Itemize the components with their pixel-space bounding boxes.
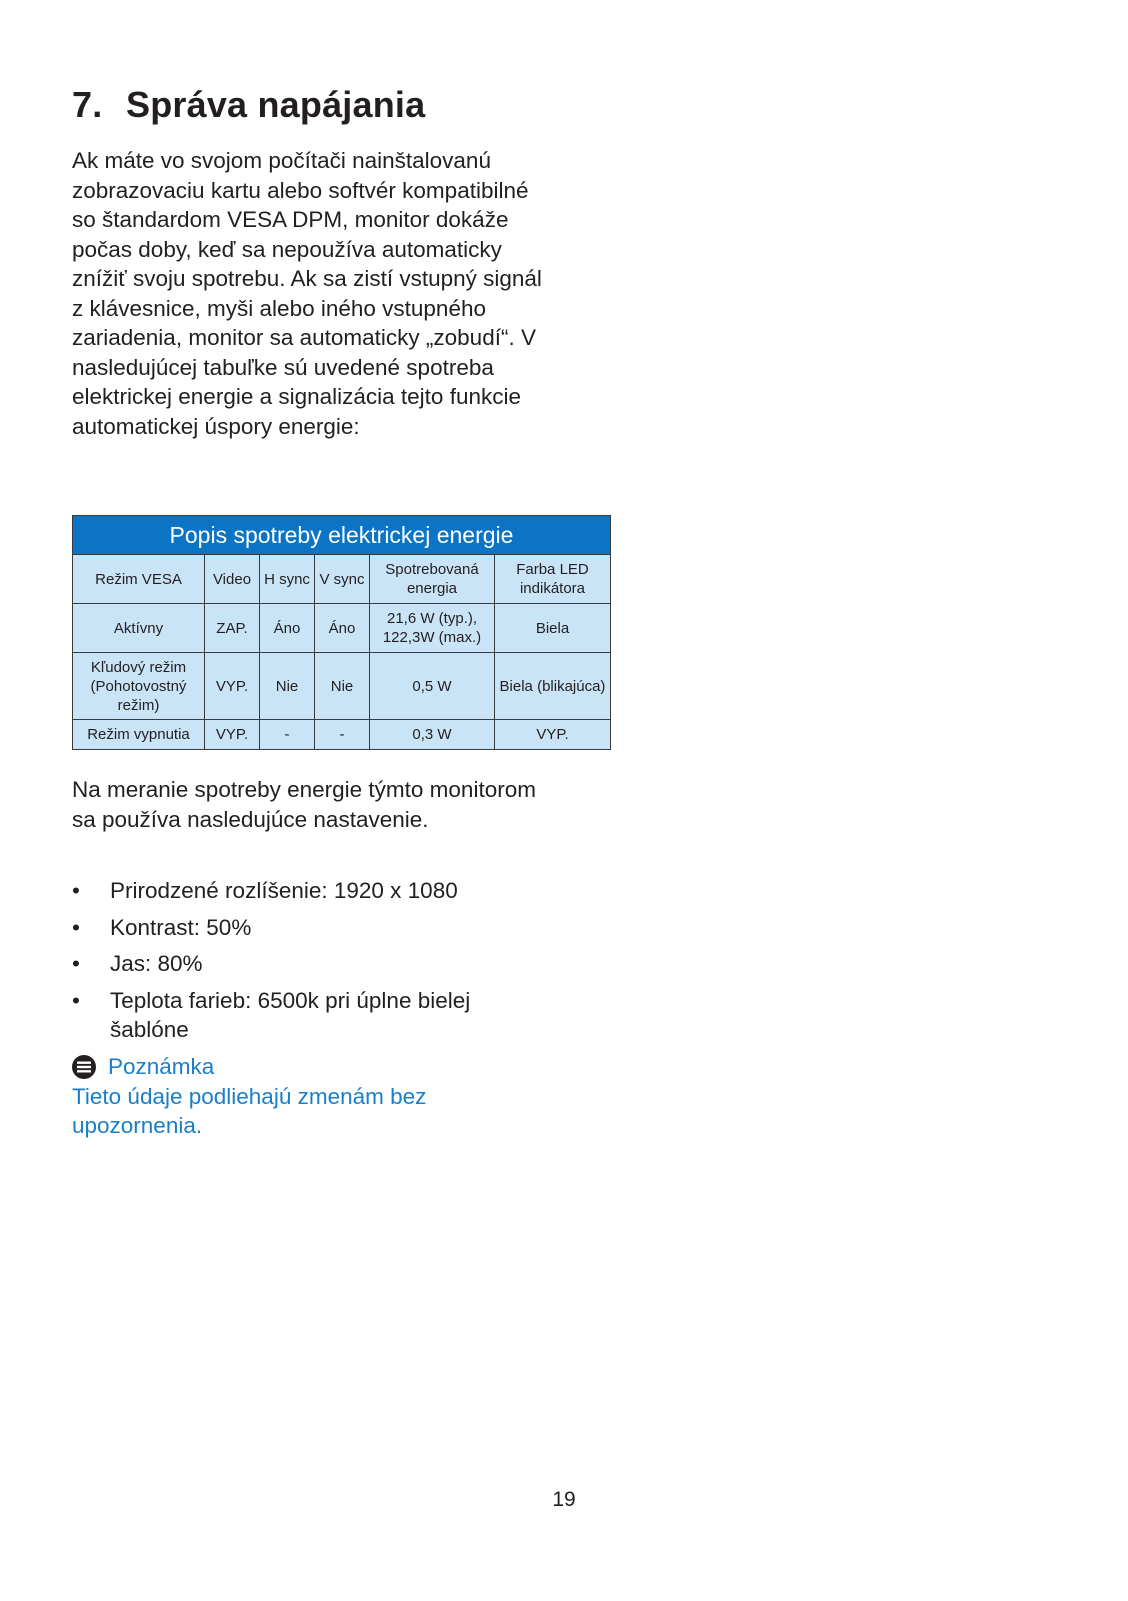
table-cell: VYP.	[205, 720, 260, 750]
table-cell: ZAP.	[205, 604, 260, 653]
table-cell: Áno	[260, 604, 315, 653]
section-number: 7.	[72, 84, 103, 125]
table-cell: -	[260, 720, 315, 750]
list-item	[72, 913, 542, 943]
table-header-cell: H sync	[260, 555, 315, 604]
bullet: •	[72, 878, 80, 903]
table-row	[73, 604, 611, 653]
table-row	[73, 720, 611, 750]
table-cell: Biela	[495, 604, 611, 653]
list-item-text: Prirodzené rozlíšenie: 1920 x 1080	[110, 878, 458, 903]
table-header-cell: V sync	[315, 555, 370, 604]
table-header-row	[73, 555, 611, 604]
table-header-cell: Farba LED indikátora	[495, 555, 611, 604]
table-header-cell: Video	[205, 555, 260, 604]
settings-list	[72, 876, 542, 1052]
table-caption: Popis spotreby elektrickej energie	[73, 516, 611, 555]
table-cell: -	[315, 720, 370, 750]
intro-paragraph: Ak máte vo svojom počítači nainštalovanú zobrazovaciu kartu alebo softvér kompatibilné so štandardom VESA DPM, monitor dokáže počas doby, keď sa nepoužíva automaticky znížiť svoju spotrebu. Ak sa zistí vstupný signál z klávesnice, myši alebo iného vstupného zariadenia, monitor sa automaticky „zobudí“. V nasledujúcej tabuľke sú uvedené spotreba elektrickej energie a signalizácia tejto funkcie automatickej úspory energie:	[72, 148, 542, 439]
list-item-text: Kontrast: 50%	[110, 914, 252, 940]
note-icon	[72, 1055, 96, 1079]
list-item-text: Jas: 80%	[110, 951, 203, 976]
table-cell: 21,6 W (typ.), 122,3W (max.)	[370, 604, 495, 653]
table-row	[73, 653, 611, 720]
table-cell: Aktívny	[73, 604, 205, 653]
table-cell: Režim vypnutia	[73, 720, 205, 750]
power-table-container	[72, 515, 610, 750]
table-cell: Áno	[315, 604, 370, 653]
note-text: Tieto údaje podliehajú zmenám bez upozornenia.	[72, 1083, 427, 1138]
table-cell: VYP.	[495, 720, 611, 750]
table-cell: Biela (blikajúca)	[495, 653, 611, 720]
table-header-cell: Spotrebovaná energia	[370, 555, 495, 604]
note-label: Poznámka	[108, 1054, 215, 1079]
list-item	[72, 986, 542, 1045]
table-cell: VYP.	[205, 653, 260, 720]
section-heading	[72, 84, 425, 126]
note-block	[72, 1052, 542, 1141]
page-number: 19	[552, 1488, 576, 1511]
power-consumption-table	[72, 515, 611, 750]
list-item	[72, 949, 542, 979]
bullet: •	[72, 987, 80, 1013]
section-title: Správa napájania	[126, 84, 426, 125]
table-header-cell: Režim VESA	[73, 555, 205, 604]
measurement-paragraph: Na meranie spotreby energie týmto monitorom sa používa nasledujúce nastavenie.	[72, 777, 536, 832]
list-item	[72, 876, 542, 906]
table-cell: 0,3 W	[370, 720, 495, 750]
bullet: •	[72, 914, 80, 940]
table-cell: Nie	[260, 653, 315, 720]
table-cell: 0,5 W	[370, 653, 495, 720]
table-cell: Kľudový režim (Pohotovostný režim)	[73, 653, 205, 720]
list-item-text: Teplota farieb: 6500k pri úplne bielej šablóne	[110, 987, 471, 1042]
note-header	[72, 1052, 542, 1082]
bullet: •	[72, 951, 80, 976]
table-cell: Nie	[315, 653, 370, 720]
